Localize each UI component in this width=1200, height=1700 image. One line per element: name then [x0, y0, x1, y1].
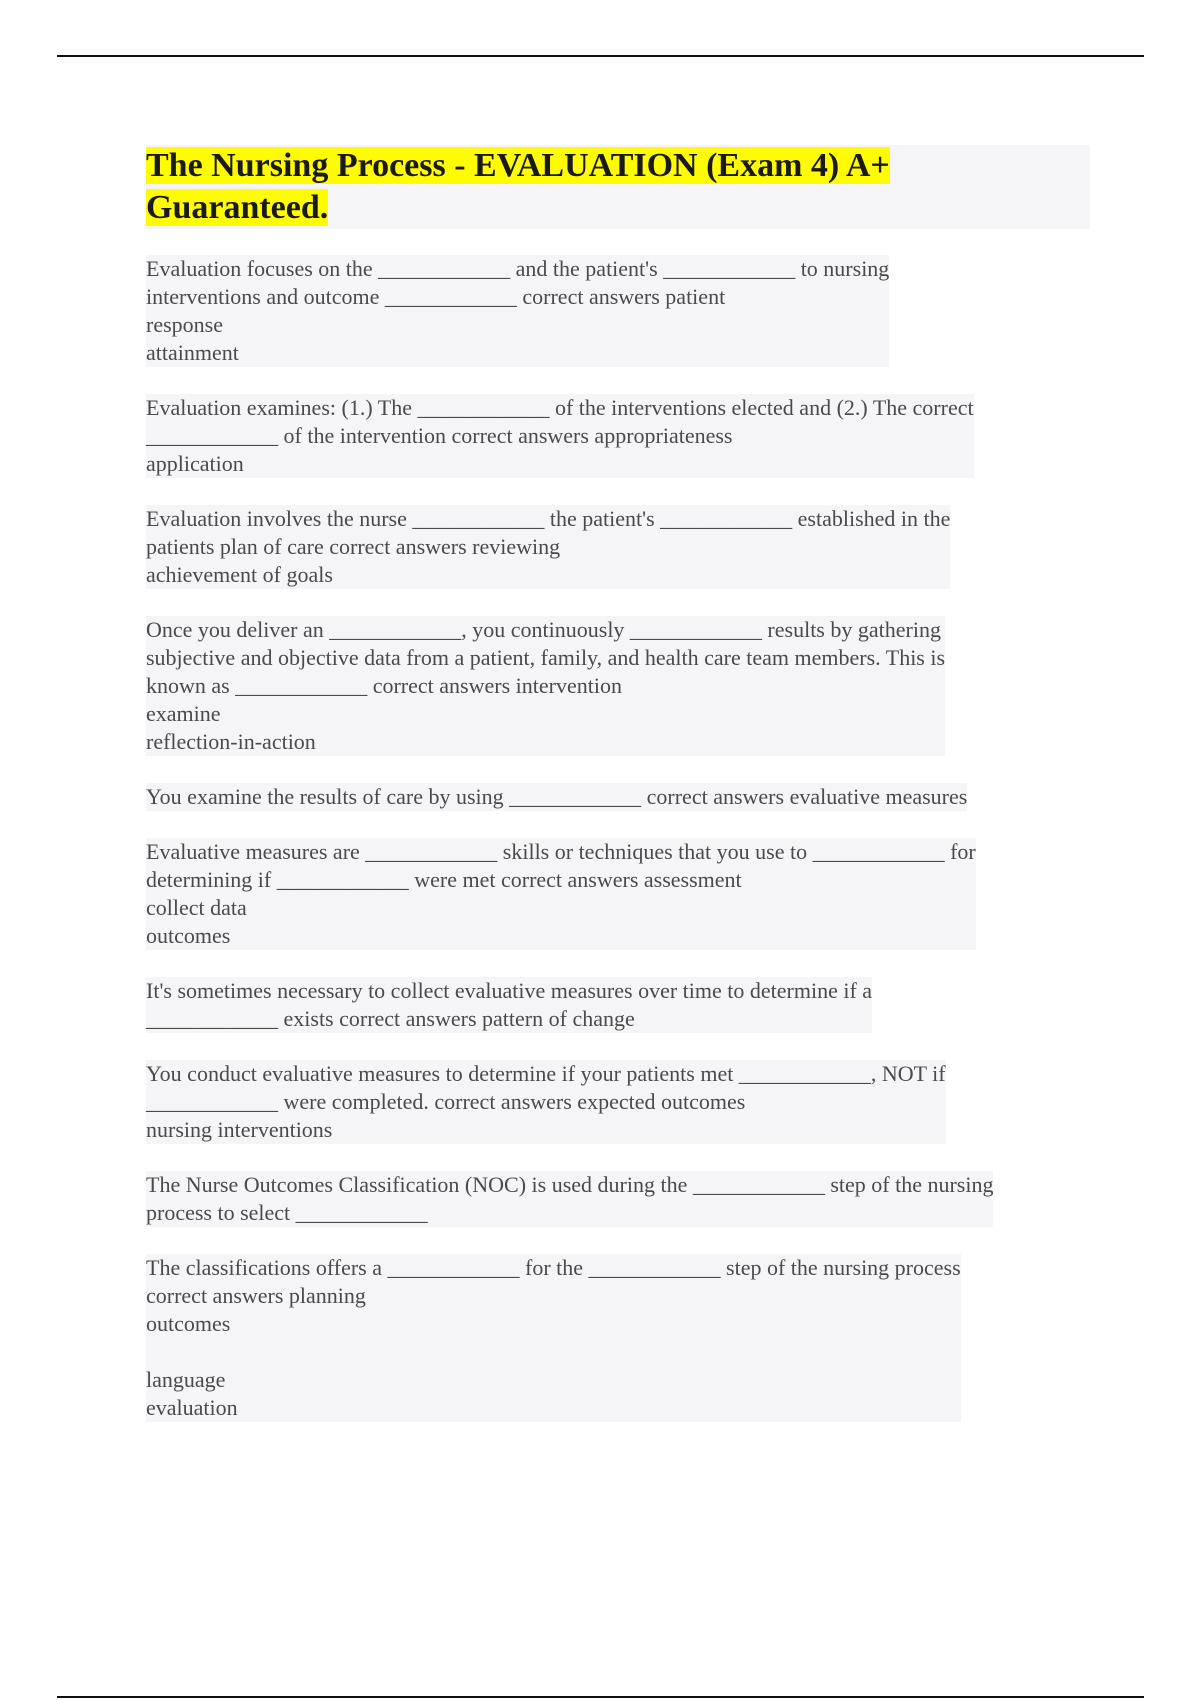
flashcard [146, 1254, 1090, 1422]
flashcard-answer-line: nursing interventions [146, 1117, 333, 1142]
flashcard [146, 783, 1090, 811]
flashcard-content [146, 616, 945, 756]
flashcard-answer-line: outcomes [146, 923, 231, 948]
flashcard-question: Evaluation involves the nurse ____________ the patient's ____________ established in the patients plan of care correct answers reviewing [146, 506, 951, 559]
flashcard-content [146, 1254, 961, 1422]
footer-rule [57, 1696, 1144, 1698]
flashcard-question: It's sometimes necessary to collect evaluative measures over time to determine if a ____________ exists correct answers pattern of change [146, 978, 873, 1031]
flashcard-question: Evaluation focuses on the ____________ and the patient's ____________ to nursing interventions and outcome ____________ correct answers patient [146, 256, 890, 309]
flashcard-answer-line: outcomes [146, 1311, 231, 1336]
flashcard [146, 1171, 1090, 1227]
flashcard [146, 1060, 1090, 1144]
flashcard-question: You examine the results of care by using ____________ correct answers evaluative measures [146, 784, 968, 809]
flashcard [146, 838, 1090, 950]
flashcard-answer-line: examine [146, 701, 221, 726]
flashcard-list [146, 255, 1090, 1422]
flashcard-content [146, 1060, 946, 1144]
flashcard-content [146, 838, 976, 950]
flashcard-question: Evaluation examines: (1.) The ____________ of the interventions elected and (2.) The correct ____________ of the intervention correct answers appropriateness [146, 395, 974, 448]
flashcard-answer-line: evaluation [146, 1395, 238, 1420]
flashcard-answer-line: achievement of goals [146, 562, 333, 587]
flashcard-question: Once you deliver an ____________, you continuously ____________ results by gathering subjective and objective data from a patient, family, and health care team members. This is known as ____________ correct answers intervention [146, 617, 946, 698]
title-block [146, 145, 1090, 229]
flashcard-question: The Nurse Outcomes Classification (NOC) is used during the ____________ step of the nursing process to select ____________ [146, 1172, 994, 1225]
header-rule [57, 55, 1144, 57]
flashcard-content [146, 394, 974, 478]
flashcard-content [146, 977, 872, 1033]
flashcard [146, 505, 1090, 589]
flashcard-answer-line: reflection-in-action [146, 729, 316, 754]
flashcard-content [146, 255, 889, 367]
title-line-2: Guaranteed. [146, 189, 329, 226]
flashcard-question: You conduct evaluative measures to determine if your patients met ____________, NOT if ____________ were completed. correct answers expected outcomes [146, 1061, 946, 1114]
flashcard [146, 977, 1090, 1033]
flashcard [146, 255, 1090, 367]
flashcard-answer-line: response [146, 312, 223, 337]
flashcard-content [146, 1171, 993, 1227]
flashcard-question: Evaluative measures are ____________ skills or techniques that you use to ____________ for determining if ____________ were met correct answers assessment [146, 839, 976, 892]
flashcard [146, 394, 1090, 478]
document-title [146, 145, 1090, 229]
flashcard-question: The classifications offers a ____________ for the ____________ step of the nursing process correct answers planning [146, 1255, 961, 1308]
flashcard-answer-line [146, 1338, 961, 1366]
flashcard-content [146, 505, 950, 589]
flashcard-answer-line: language [146, 1367, 226, 1392]
flashcard-content [146, 783, 967, 811]
flashcard-answer-line: attainment [146, 340, 239, 365]
flashcard [146, 616, 1090, 756]
flashcard-answer-line: application [146, 451, 244, 476]
document-body [146, 145, 1090, 1449]
flashcard-answer-line: collect data [146, 895, 247, 920]
title-line-1: The Nursing Process - EVALUATION (Exam 4) A+ [146, 147, 890, 184]
